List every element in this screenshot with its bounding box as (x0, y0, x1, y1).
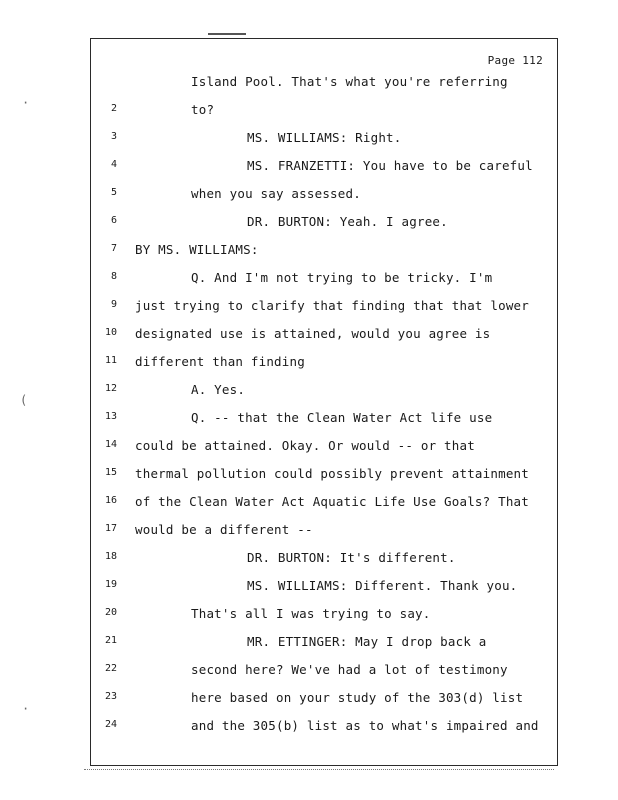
transcript-line: here based on your study of the 303(d) list (191, 690, 524, 705)
line-number: 20 (104, 607, 117, 618)
line-number: 17 (104, 523, 117, 534)
line-number: 8 (110, 271, 117, 282)
line-number: 3 (110, 131, 117, 142)
line-number: 6 (110, 215, 117, 226)
transcript-line: would be a different -- (135, 522, 313, 537)
transcript-line: different than finding (135, 354, 305, 369)
transcript-line: MS. WILLIAMS: Right. (247, 130, 402, 145)
transcript-line: second here? We've had a lot of testimony (191, 662, 508, 677)
line-number: 21 (104, 635, 117, 646)
transcript-page (90, 38, 558, 766)
transcript-line: designated use is attained, would you agree is (135, 326, 491, 341)
transcript-line: Q. -- that the Clean Water Act life use (191, 410, 493, 425)
transcript-line: thermal pollution could possibly prevent attainment (135, 466, 530, 481)
line-number: 22 (104, 663, 117, 674)
line-number: 10 (104, 327, 117, 338)
line-number: 14 (104, 439, 117, 450)
transcript-line: A. Yes. (191, 382, 246, 397)
line-number: 11 (104, 355, 117, 366)
transcript-line: to? (191, 102, 215, 117)
transcript-line: and the 305(b) list as to what's impaired and (191, 718, 539, 733)
transcript-line: Island Pool. That's what you're referring (191, 74, 508, 89)
scan-speck: ( (20, 393, 28, 407)
line-number: 18 (104, 551, 117, 562)
transcript-line: Q. And I'm not trying to be tricky. I'm (191, 270, 493, 285)
page-number: Page 112 (487, 54, 543, 67)
transcript-line: DR. BURTON: Yeah. I agree. (247, 214, 448, 229)
transcript-line: MS. FRANZETTI: You have to be careful (247, 158, 533, 173)
transcript-line: MS. WILLIAMS: Different. Thank you. (247, 578, 518, 593)
transcript-line: DR. BURTON: It's different. (247, 550, 456, 565)
line-number: 4 (110, 159, 117, 170)
line-number: 16 (104, 495, 117, 506)
transcript-line: BY MS. WILLIAMS: (135, 242, 259, 257)
transcript-line: MR. ETTINGER: May I drop back a (247, 634, 487, 649)
line-number: 2 (110, 103, 117, 114)
transcript-line: could be attained. Okay. Or would -- or that (135, 438, 475, 453)
line-number: 23 (104, 691, 117, 702)
line-number: 13 (104, 411, 117, 422)
scan-speck: · (22, 96, 30, 110)
transcript-line: of the Clean Water Act Aquatic Life Use Goals? That (135, 494, 530, 509)
transcript-line: That's all I was trying to say. (191, 606, 431, 621)
line-number: 5 (110, 187, 117, 198)
line-number: 15 (104, 467, 117, 478)
line-number: 7 (110, 243, 117, 254)
transcript-line: when you say assessed. (191, 186, 361, 201)
line-number: 9 (110, 299, 117, 310)
bottom-rule (84, 769, 554, 770)
transcript-line: just trying to clarify that finding that that lower (135, 298, 530, 313)
scan-speck: · (22, 702, 30, 716)
line-number: 24 (104, 719, 117, 730)
line-number: 12 (104, 383, 117, 394)
line-number: 19 (104, 579, 117, 590)
